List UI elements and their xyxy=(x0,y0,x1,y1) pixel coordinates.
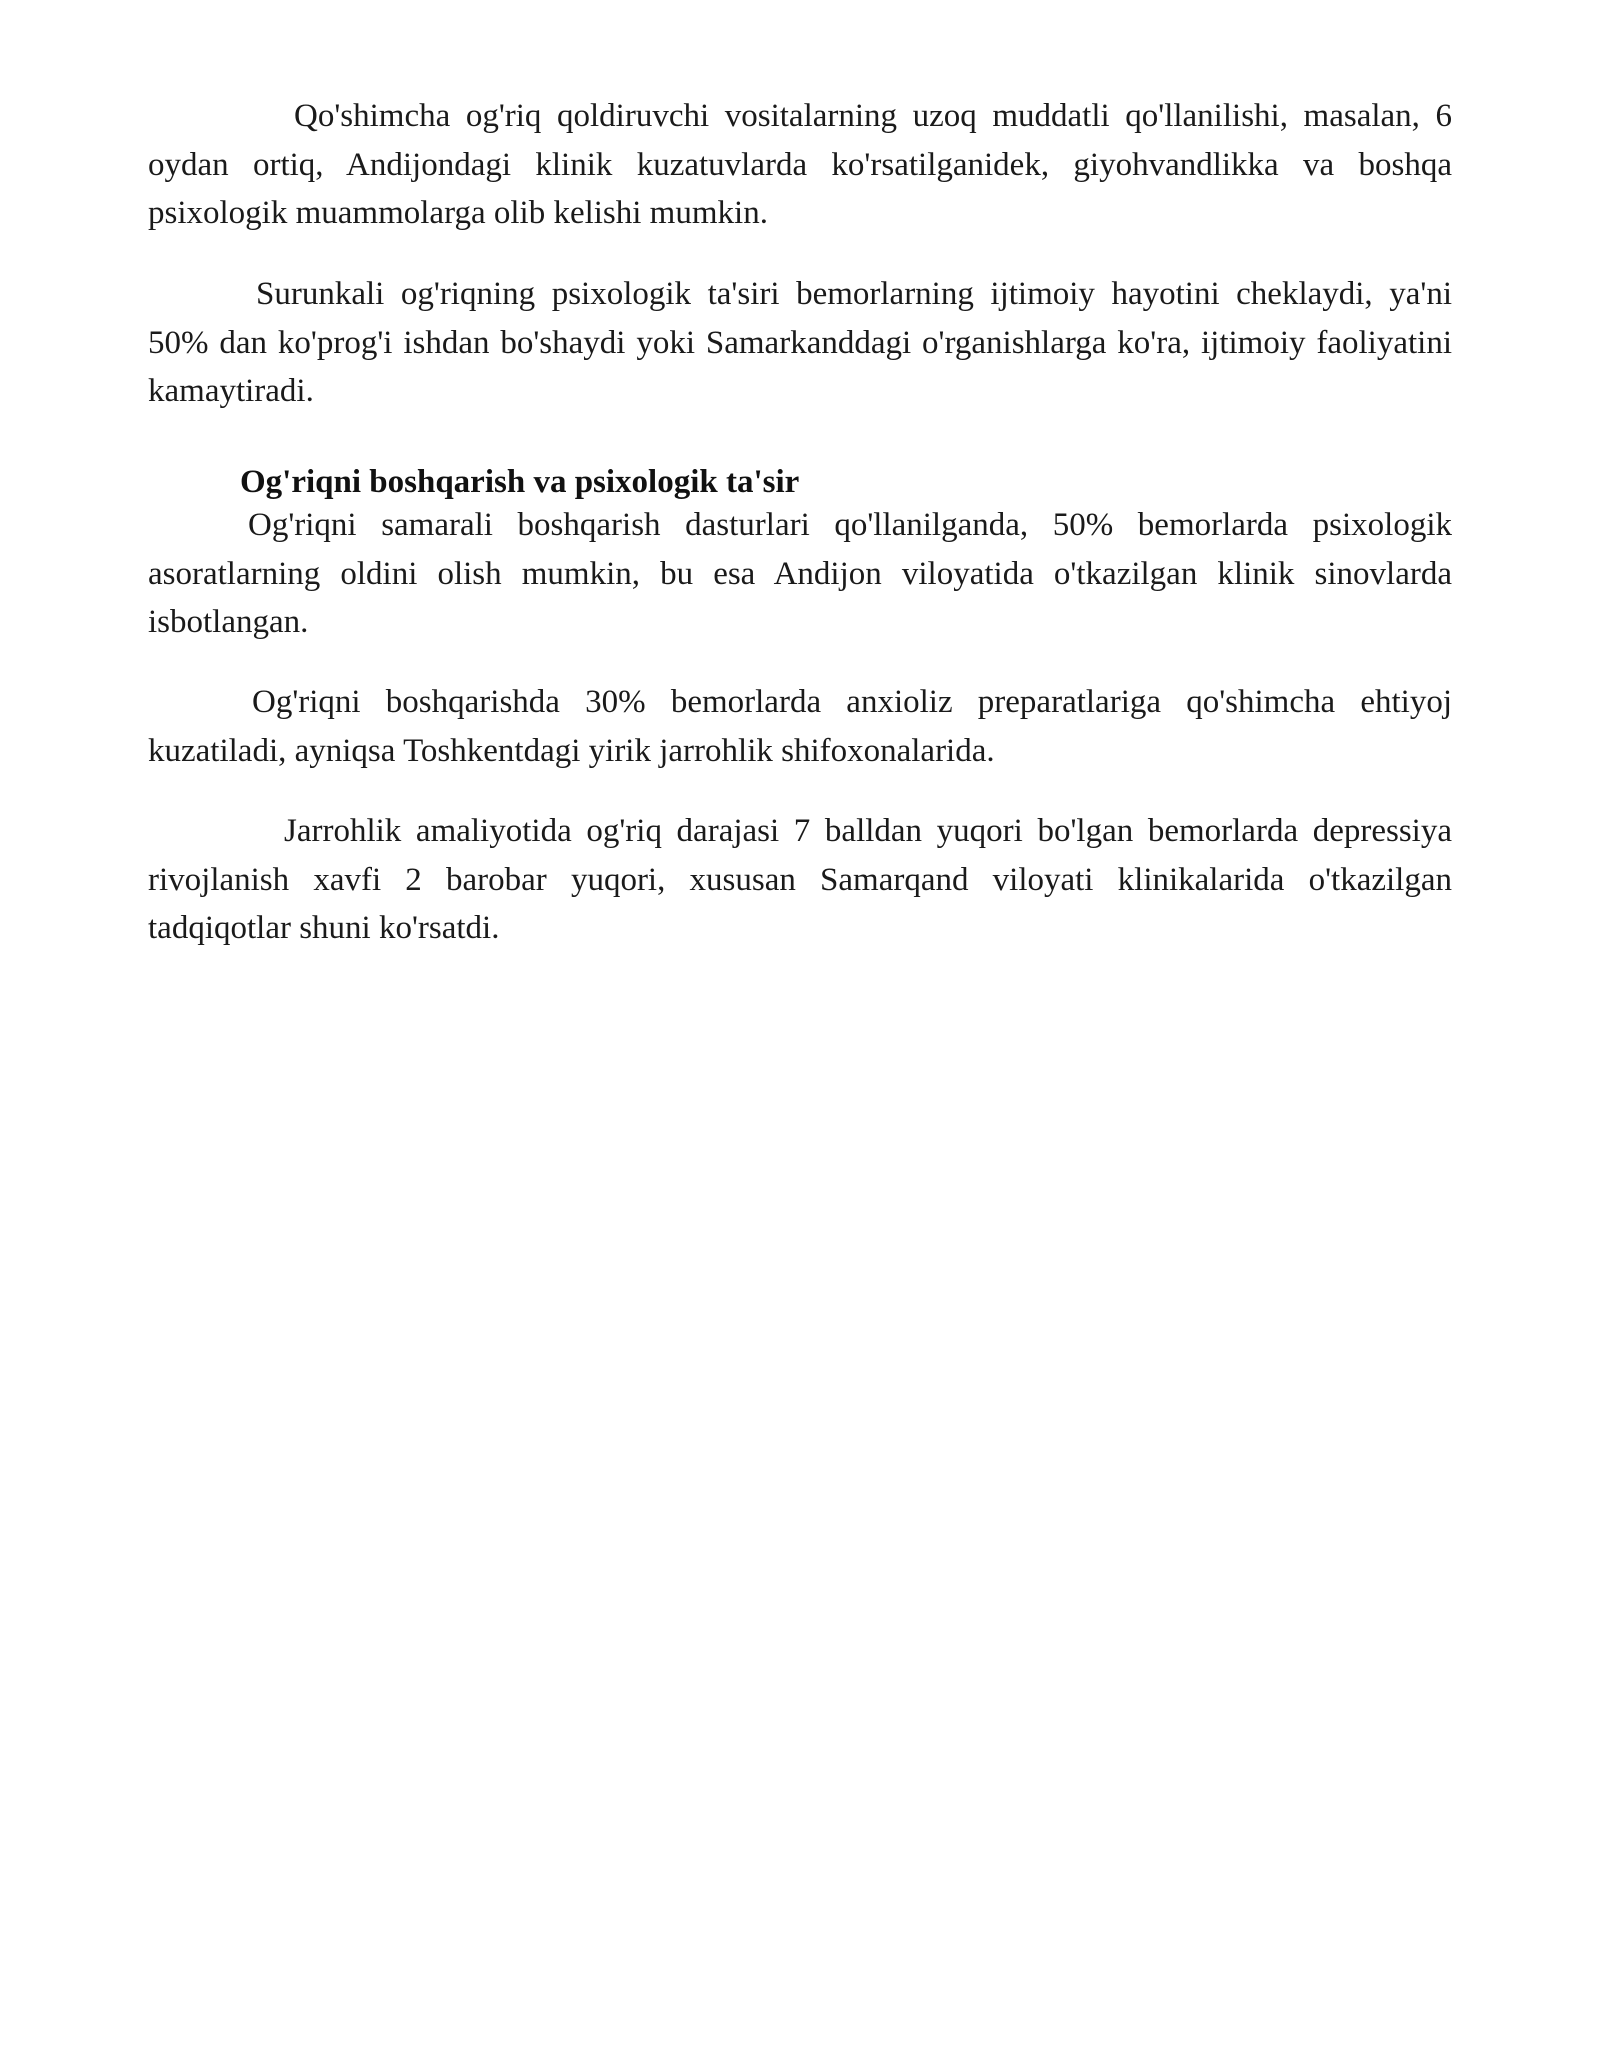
paragraph-text: Jarrohlik amaliyotida og'riq darajasi 7 balldan yuqori bo'lgan bemorlarda depressiya rivojlanish xavfi 2 barobar yuqori, xususan Samarqand viloyati klinikalarida o'tkazilgan tadqiqotlar shuni ko'rsatdi. xyxy=(148,813,1452,946)
section-heading: Og'riqni boshqarish va psixologik ta'sir xyxy=(240,464,800,500)
paragraph-long-term-analgesics xyxy=(148,92,1452,238)
paragraph-text: Og'riqni boshqarishda 30% bemorlarda anxioliz preparatlariga qo'shimcha ehtiyoj kuzatiladi, ayniqsa Toshkentdagi yirik jarrohlik shifoxonalarida. xyxy=(148,684,1452,769)
paragraph-text: Qo'shimcha og'riq qoldiruvchi vositalarning uzoq muddatli qo'llanilishi, masalan, 6 oydan ortiq, Andijondagi klinik kuzatuvlarda ko'rsatilganidek, giyohvandlikka va boshqa psixologik muammolarga olib kelishi mumkin. xyxy=(148,98,1452,231)
paragraph-depression-risk xyxy=(148,807,1452,953)
paragraph-text: Surunkali og'riqning psixologik ta'siri bemorlarning ijtimoiy hayotini cheklaydi, ya'ni 50% dan ko'prog'i ishdan bo'shaydi yoki Samarkanddagi o'rganishlarga ko'ra, ijtimoiy faoliyatini kamaytiradi. xyxy=(148,276,1452,409)
paragraph-chronic-pain-social xyxy=(148,270,1452,416)
paragraph-text: Og'riqni samarali boshqarish dasturlari qo'llanilganda, 50% bemorlarda psixologik asoratlarning oldini olish mumkin, bu esa Andijon viloyatida o'tkazilgan klinik sinovlarda isbotlangan. xyxy=(148,507,1452,640)
paragraph-pain-management-programs xyxy=(148,501,1452,647)
paragraph-anxiolytic-need xyxy=(148,678,1452,775)
